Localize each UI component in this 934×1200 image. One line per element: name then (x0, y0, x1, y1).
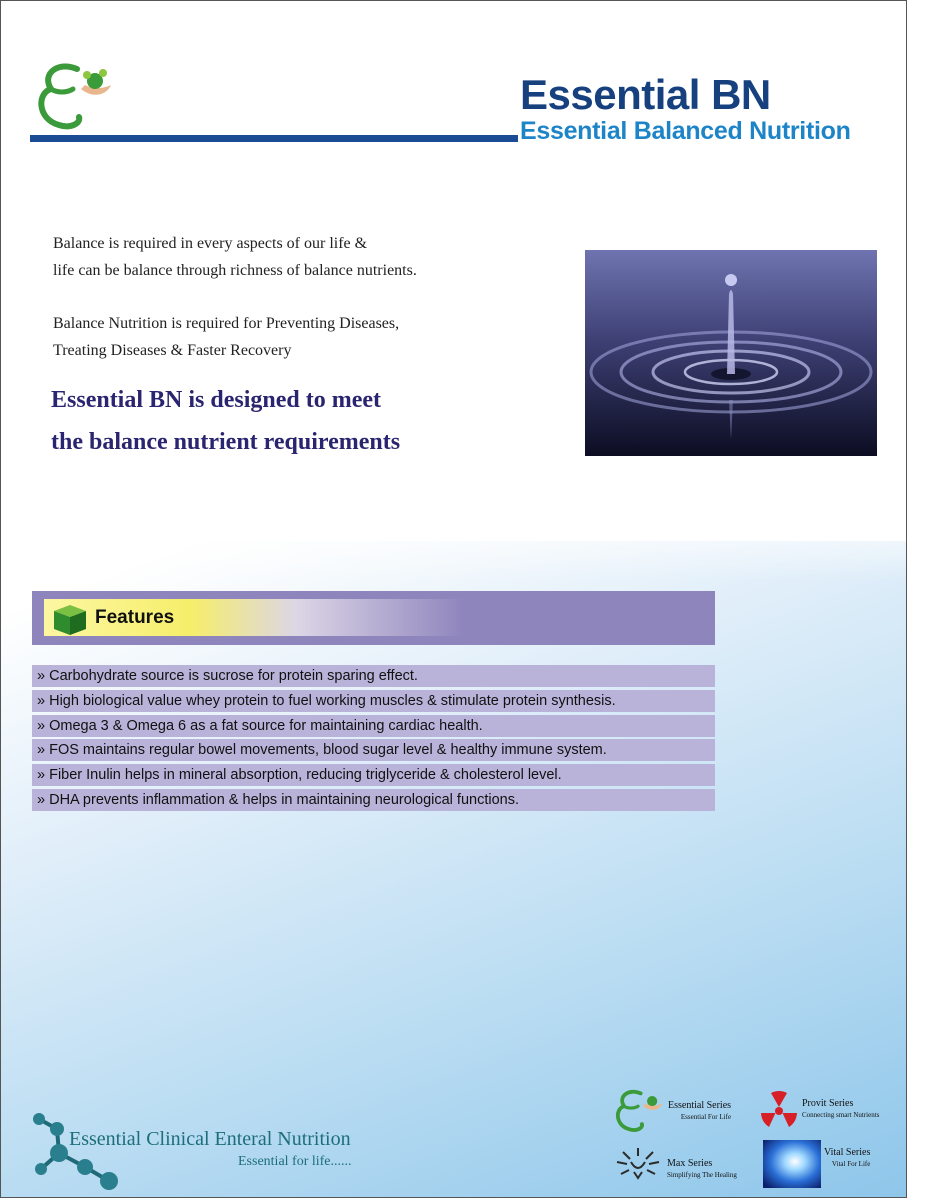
brand-subtitle: Essential Balanced Nutrition (520, 117, 851, 145)
series-tagline: Vital For Life (831, 1160, 871, 1168)
list-item: » Carbohydrate source is sucrose for protein sparing effect. (32, 665, 715, 687)
footer-tagline: Essential for life...... (238, 1154, 352, 1169)
box-icon (52, 603, 88, 637)
radiation-icon (759, 1091, 799, 1131)
intro-text (53, 230, 417, 364)
brand-title: Essential BN (520, 71, 771, 118)
tagline (51, 379, 400, 463)
series-tagline: Simplifying The Healing (667, 1171, 737, 1179)
essential-logo-icon (37, 59, 115, 131)
water-drop-image (585, 250, 877, 456)
series-tagline: Essential For Life (680, 1113, 732, 1121)
intro-line: Treating Diseases & Faster Recovery (53, 342, 292, 359)
intro-line: Balance Nutrition is required for Preventing Diseases, (53, 315, 400, 332)
features-heading: Features (95, 607, 175, 628)
list-item: » Omega 3 & Omega 6 as a fat source for maintaining cardiac health. (32, 715, 715, 737)
header-rule (30, 135, 518, 142)
features-list (32, 665, 715, 814)
lion-icon (615, 1144, 661, 1182)
tagline-line: Essential BN is designed to meet (51, 387, 381, 413)
max-series (667, 1158, 737, 1179)
molecule-icon (29, 1109, 129, 1193)
series-name: Essential Series (668, 1100, 732, 1111)
essential-series (668, 1100, 731, 1121)
series-tagline: Connecting smart Nutrients (802, 1111, 880, 1119)
vital-series (824, 1147, 870, 1168)
provit-series (802, 1098, 879, 1119)
list-item: » High biological value whey protein to fuel working muscles & stimulate protein synthesis. (32, 690, 715, 712)
series-name: Provit Series (802, 1098, 854, 1109)
series-name: Vital Series (824, 1147, 871, 1158)
footer-title: Essential Clinical Enteral Nutrition (69, 1128, 351, 1150)
tagline-line: the balance nutrient requirements (51, 429, 401, 455)
list-item: » Fiber Inulin helps in mineral absorption, reducing triglyceride & cholesterol level. (32, 764, 715, 786)
list-item: » DHA prevents inflammation & helps in maintaining neurological functions. (32, 789, 715, 811)
essential-series-icon (615, 1087, 665, 1133)
vital-light-icon (763, 1140, 821, 1188)
series-name: Max Series (667, 1158, 713, 1169)
intro-line: life can be balance through richness of balance nutrients. (53, 262, 417, 279)
list-item: » FOS maintains regular bowel movements, blood sugar level & healthy immune system. (32, 739, 715, 761)
intro-line: Balance is required in every aspects of our life & (53, 235, 368, 252)
